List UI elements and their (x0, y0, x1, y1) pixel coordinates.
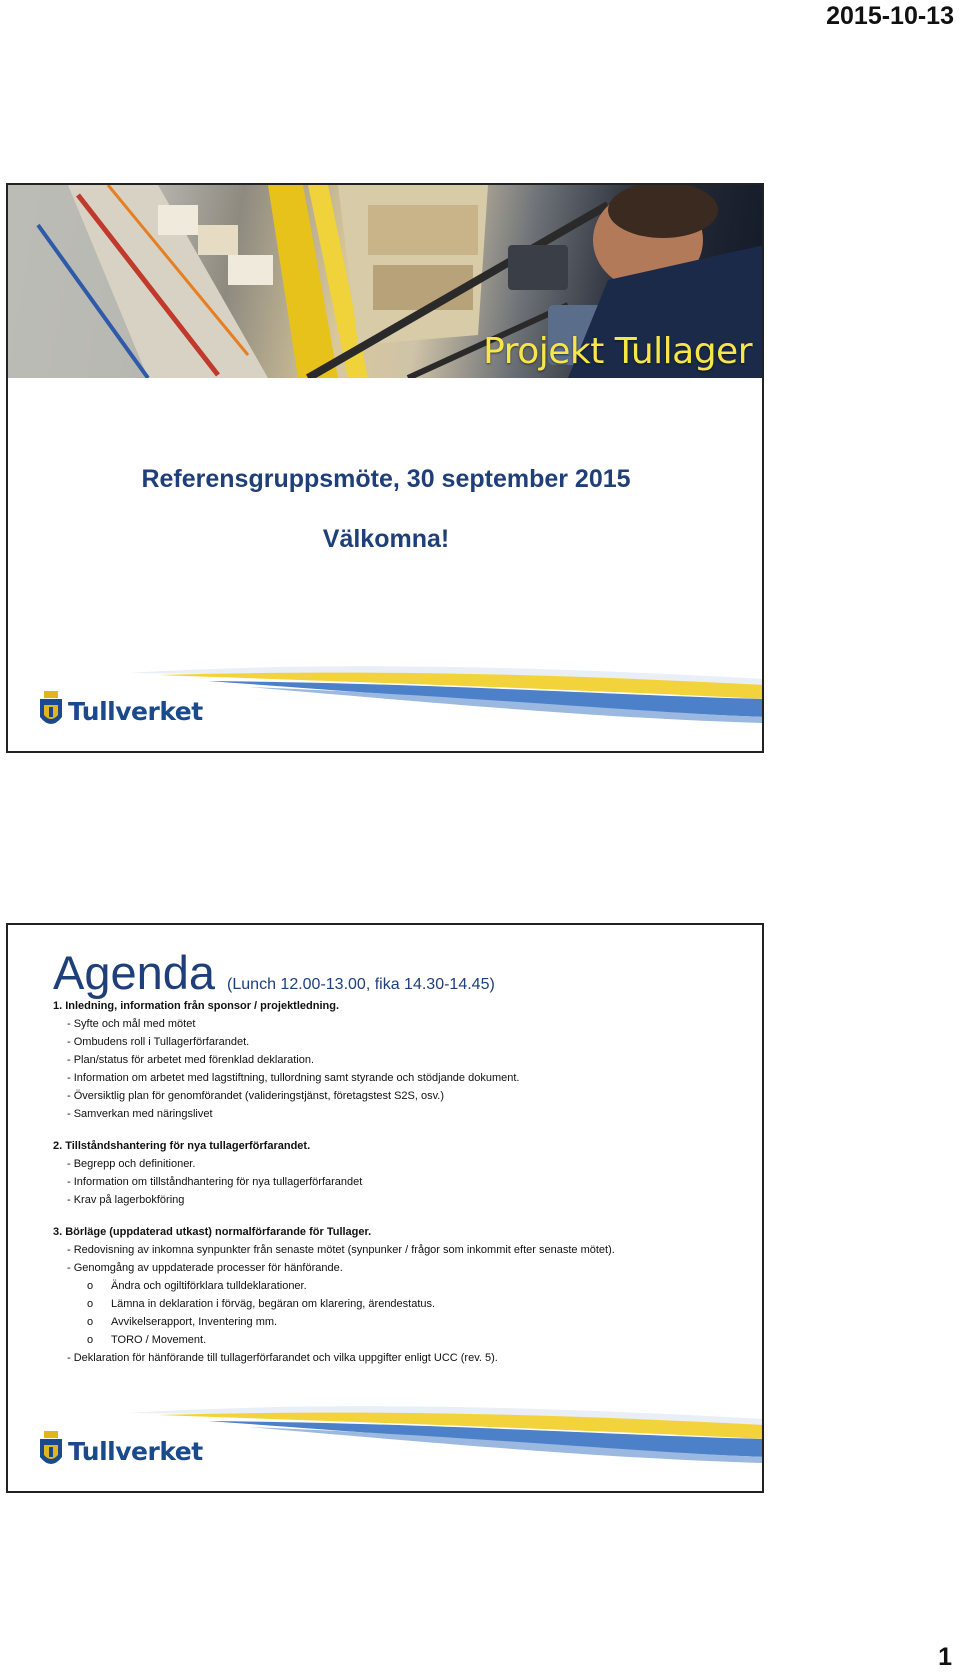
bullet-o: o (87, 1280, 94, 1292)
agenda-item: - Deklaration för hänförande till tullagerförfarandet och vilka uppgifter enligt UCC (rev. 5). (67, 1352, 498, 1364)
agenda-item: - Samverkan med näringslivet (67, 1108, 213, 1120)
agenda-item: - Krav på lagerbokföring (67, 1194, 185, 1206)
sub-item-text: Lämna in deklaration i förväg, begäran om klarering, ärendestatus. (111, 1298, 436, 1310)
agenda-sub-item (53, 1331, 753, 1349)
agenda-time-note: (Lunch 12.00-13.00, fika 14.30-14.45) (227, 976, 495, 993)
agenda-item: - Syfte och mål med mötet (67, 1018, 196, 1030)
agenda-sub-item (53, 1313, 753, 1331)
warehouse-photo (8, 185, 764, 378)
agenda-heading (53, 945, 495, 1000)
page-number: 1 (938, 1643, 952, 1671)
crest-icon (38, 691, 64, 731)
agenda-item: - Plan/status för arbetet med förenklad deklaration. (67, 1054, 315, 1066)
agenda-item: - Redovisning av inkomna synpunkter från senaste mötet (synpunker / frågor som inkommit efter senaste mötet). (67, 1244, 615, 1256)
sub-item-text: TORO / Movement. (111, 1334, 207, 1346)
welcome-line: Välkomna! (322, 525, 450, 553)
bullet-o: o (87, 1334, 94, 1346)
agenda-sub-item (53, 1277, 753, 1295)
agenda-item: - Översiktlig plan för genomförandet (valideringstjänst, företagstest S2S, osv.) (67, 1090, 445, 1102)
agenda-item: - Begrepp och definitioner. (67, 1158, 196, 1170)
agenda-title: Agenda (53, 946, 216, 999)
agenda-section-3 (53, 1223, 753, 1367)
logo-text: Tullverket (68, 696, 203, 726)
agenda-item: - Information om tillståndhantering för nya tullagerförfarandet (67, 1176, 363, 1188)
slide-agenda (6, 923, 764, 1493)
header-date: 2015-10-13 (826, 2, 954, 30)
slide-title (6, 183, 764, 753)
agenda-item: - Information om arbetet med lagstiftning, tullordning samt styrande och stödjande dokument. (67, 1072, 520, 1084)
bullet-o: o (87, 1298, 94, 1310)
logo-text: Tullverket (68, 1436, 203, 1466)
sub-item-text: Avvikelserapport, Inventering mm. (111, 1316, 278, 1328)
agenda-item: - Ombudens roll i Tullagerförfarandet. (67, 1036, 250, 1048)
project-title: Projekt Tullager (483, 331, 752, 372)
crest-icon (38, 1431, 64, 1471)
section-title: 3. Börläge (uppdaterad utkast) normalförfarande för Tullager. (53, 1226, 372, 1238)
agenda-item: - Genomgång av uppdaterade processer för hänförande. (67, 1262, 343, 1274)
sub-item-text: Ändra och ogiltiförklara tulldeklarationer. (111, 1280, 307, 1292)
agenda-section-1 (53, 997, 753, 1123)
agenda-body (53, 997, 753, 1381)
bullet-o: o (87, 1316, 94, 1328)
section-title: 1. Inledning, information från sponsor / projektledning. (53, 1000, 340, 1012)
agenda-sub-item (53, 1295, 753, 1313)
tullverket-logo (38, 1431, 203, 1471)
section-title: 2. Tillståndshantering för nya tullagerförfarandet. (53, 1140, 311, 1152)
tullverket-logo (38, 691, 203, 731)
meeting-line: Referensgruppsmöte, 30 september 2015 (141, 465, 631, 493)
agenda-section-2 (53, 1137, 753, 1209)
